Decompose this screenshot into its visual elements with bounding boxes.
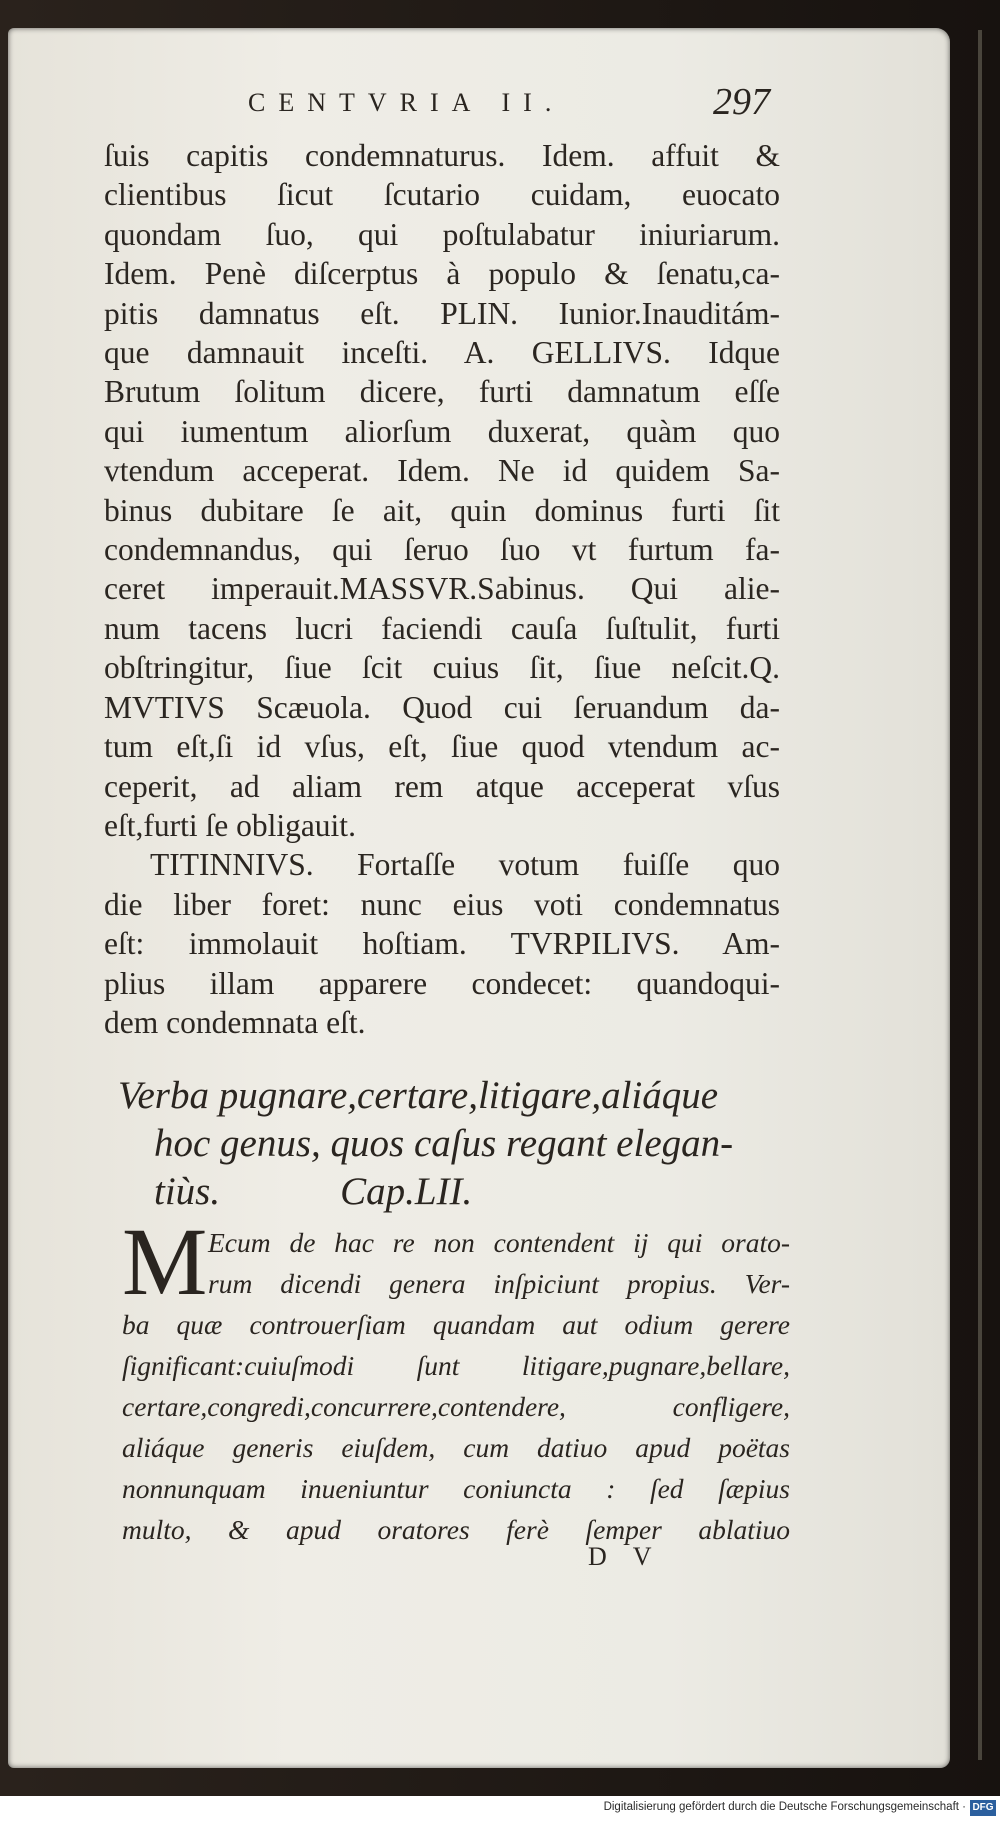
text-line: pitis damnatus eſt. PLIN. Iunior.Inauditám-	[104, 295, 780, 331]
text-line: clientibus ſicut ſcutario cuidam, euocato	[104, 177, 780, 213]
text-line: qui iumentum aliorſum duxerat, quàm quo	[104, 413, 780, 449]
italic-text-line: multo, & apud oratores ferè ſemper ablatiuo	[122, 1514, 790, 1545]
italic-text-line: aliáque generis eiuſdem, cum datiuo apud poëtas	[122, 1432, 790, 1463]
text-line: TITINNIVS. Fortaſſe votum fuiſſe quo	[150, 847, 780, 883]
italic-text-line: nonnunquam inueniuntur coniuncta : ſed ſæpius	[122, 1473, 790, 1504]
chapter-heading	[118, 1072, 790, 1216]
text-line: plius illam apparere condecet: quandoqui-	[104, 965, 780, 1001]
chapter-number: Cap.LII.	[340, 1170, 473, 1213]
drop-cap-initial: M	[122, 1208, 208, 1315]
text-line: num tacens lucri faciendi cauſa ſuſtulit, furti	[104, 610, 780, 646]
text-line: quondam ſuo, qui poſtulabatur iniuriarum.	[104, 216, 780, 252]
italic-body-text	[122, 1222, 790, 1550]
text-line: vtendum acceperat. Idem. Ne id quidem Sa-	[104, 453, 780, 489]
italic-text-line: certare,congredi,concurrere,contendere, confligere,	[122, 1391, 790, 1422]
italic-text-line: rum dicendi genera inſpiciunt propius. Ver-	[208, 1268, 790, 1299]
running-head: CENTVRIA II.	[248, 88, 565, 117]
italic-text-line: Ecum de hac re non contendent ij qui orato-	[208, 1227, 790, 1258]
text-line: eſt: immolauit hoſtiam. TVRPILIVS. Am-	[104, 926, 780, 962]
text-line: dem condemnata eſt.	[104, 1004, 366, 1040]
catchword: D V	[588, 1542, 662, 1571]
text-line: obſtringitur, ſiue ſcit cuius ſit, ſiue neſcit.Q.	[104, 650, 780, 686]
heading-line: Verba pugnare,certare,litigare,aliáque	[118, 1074, 719, 1117]
text-line: die liber foret: nunc eius voti condemnatus	[104, 886, 780, 922]
page-header	[100, 80, 780, 130]
funding-credit: Digitalisierung gefördert durch die Deutsche Forschungsgemeinschaft ·	[603, 1801, 966, 1813]
text-line: eſt,furti ſe obligauit.	[104, 807, 356, 843]
text-line: MVTIVS Scæuola. Quod cui ſeruandum da-	[104, 689, 780, 725]
text-line: ceret imperauit.MASSVR.Sabinus. Qui alie-	[104, 571, 780, 607]
page-edge	[978, 30, 982, 1760]
text-line: ſuis capitis condemnaturus. Idem. affuit &	[104, 138, 780, 173]
text-line: tum eſt,ſi id vſus, eſt, ſiue quod vtendum ac-	[104, 729, 780, 765]
text-line: que damnauit inceſti. A. GELLIVS. Idque	[104, 335, 780, 371]
text-line: Idem. Penè diſcerptus à populo & ſenatu,ca-	[104, 256, 780, 292]
heading-line-text: tiùs.	[154, 1170, 221, 1213]
text-line: ceperit, ad aliam rem atque acceperat vſus	[104, 768, 780, 804]
italic-text-line: ba quæ controuerſiam quandam aut odium gerere	[122, 1309, 790, 1340]
text-line: condemnandus, qui ſeruo ſuo vt furtum fa-	[104, 532, 780, 568]
italic-text-line: ſignificant:cuiuſmodi ſunt litigare,pugnare,bellare,	[122, 1350, 790, 1381]
heading-line: hoc genus, quos caſus regant elegan-	[154, 1122, 734, 1165]
text-line: binus dubitare ſe ait, quin dominus furti ſit	[104, 492, 780, 528]
text-line: Brutum ſolitum dicere, furti damnatum eſſe	[104, 374, 780, 410]
page-number: 297	[713, 81, 770, 123]
dfg-logo: DFG	[970, 1800, 996, 1816]
heading-line-final	[118, 1168, 790, 1216]
body-text	[104, 136, 780, 1042]
